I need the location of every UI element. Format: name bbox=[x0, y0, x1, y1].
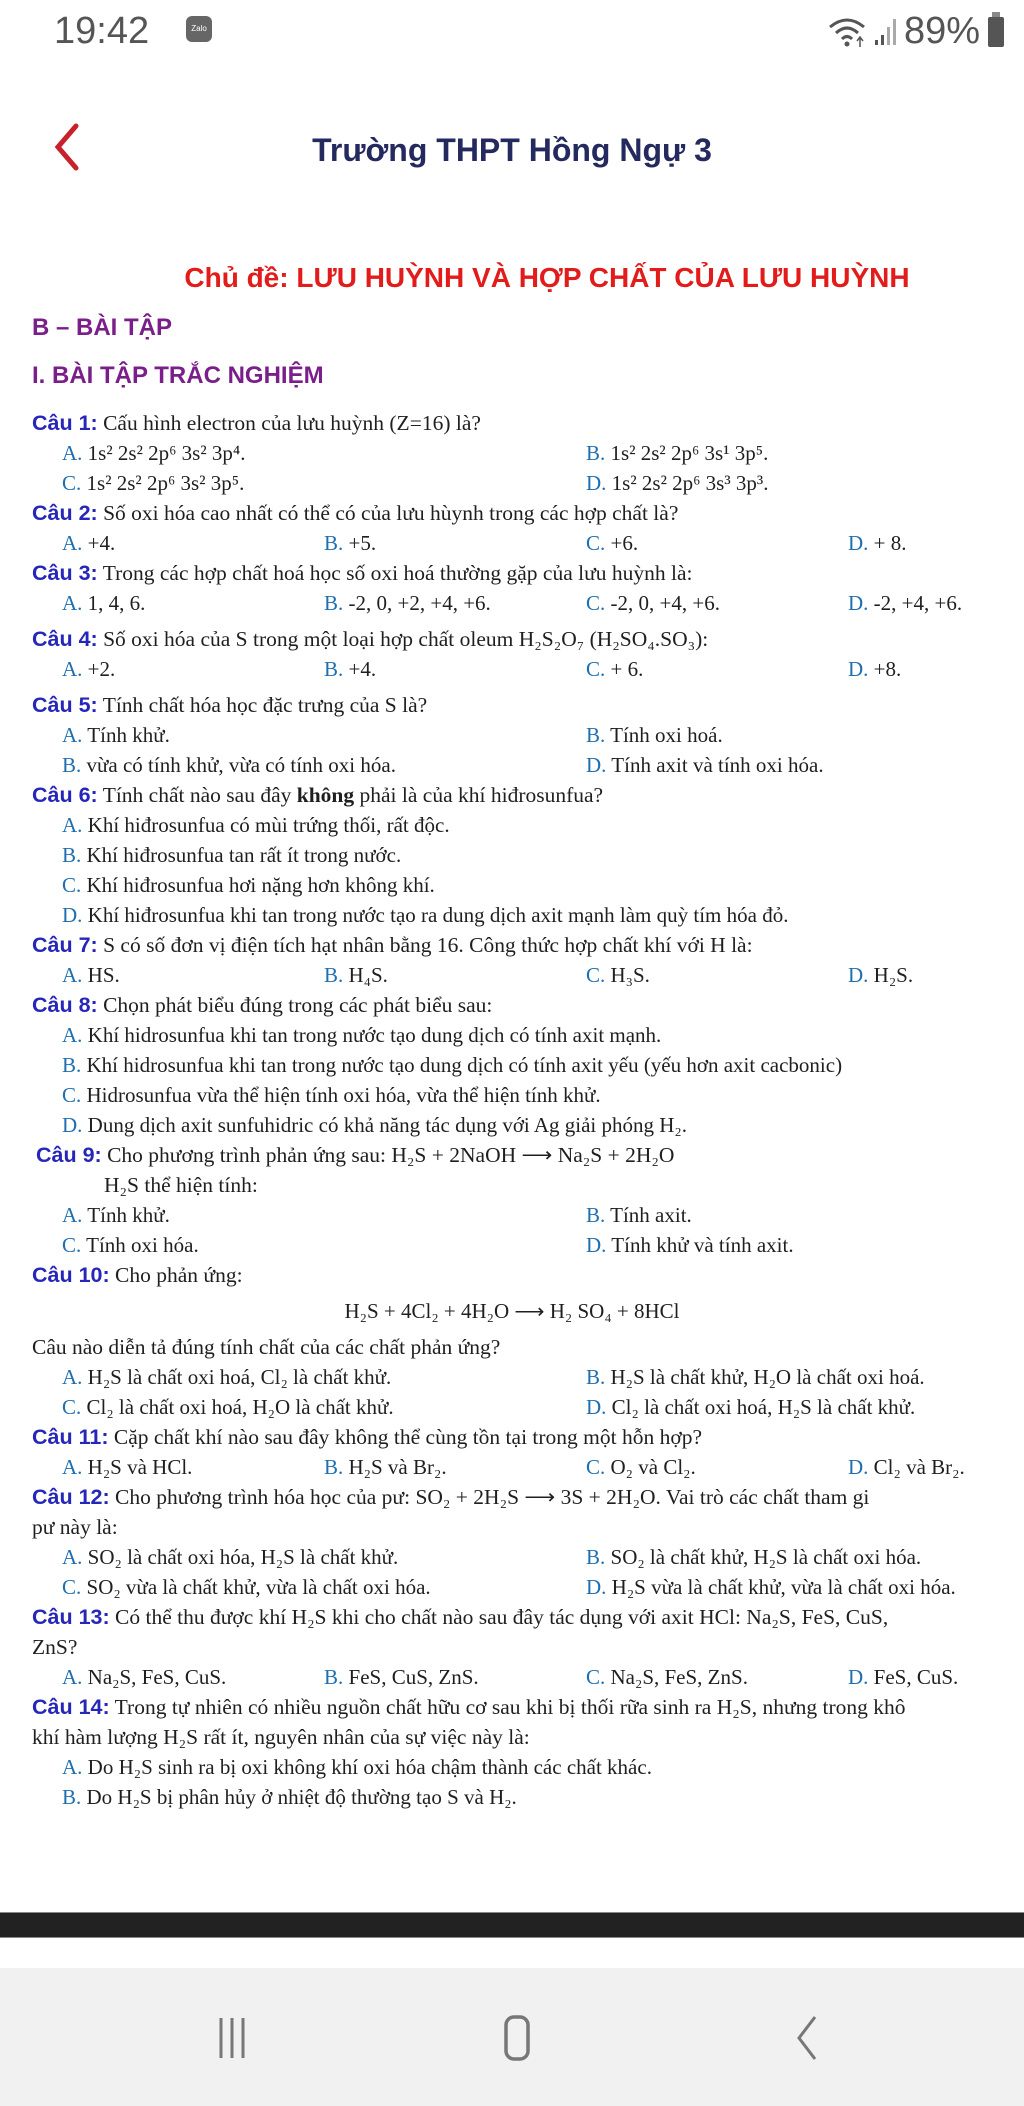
option-text: O₂ và Cl₂. bbox=[605, 1455, 696, 1479]
options-row bbox=[62, 810, 1024, 840]
answer-option[interactable] bbox=[62, 1230, 586, 1260]
option-key: C. bbox=[586, 1455, 606, 1479]
answer-option[interactable] bbox=[848, 588, 1024, 618]
option-text: Tính oxi hóa. bbox=[81, 1233, 199, 1257]
option-text: +4. bbox=[343, 657, 377, 681]
back-icon bbox=[791, 2014, 821, 2062]
question-3 bbox=[32, 558, 1024, 588]
option-text: + 8. bbox=[868, 531, 907, 555]
question-label: Câu 11: bbox=[32, 1425, 109, 1449]
option-text: Cl₂ là chất oxi hoá, H₂S là chất khử. bbox=[606, 1395, 916, 1419]
question-label: Câu 7: bbox=[32, 933, 98, 957]
option-key: A. bbox=[62, 591, 83, 615]
question-label: Câu 13: bbox=[32, 1605, 110, 1629]
answer-option[interactable] bbox=[62, 900, 1002, 930]
answer-option[interactable] bbox=[62, 1110, 1002, 1140]
option-key: A. bbox=[62, 657, 83, 681]
answer-option[interactable] bbox=[586, 750, 1024, 780]
options-row bbox=[62, 588, 1024, 618]
options-row bbox=[62, 1572, 1024, 1602]
option-key: D. bbox=[848, 531, 869, 555]
question-2 bbox=[32, 498, 1024, 528]
option-key: A. bbox=[62, 441, 83, 465]
option-text: Tính khử và tính axit. bbox=[606, 1233, 794, 1257]
question-12 bbox=[32, 1482, 1024, 1512]
options-row bbox=[62, 1200, 1024, 1230]
options-row bbox=[62, 1662, 1024, 1692]
option-text: + 6. bbox=[605, 657, 644, 681]
option-key: D. bbox=[62, 903, 83, 927]
question-subtext: H₂S thể hiện tính: bbox=[104, 1173, 258, 1197]
option-key: B. bbox=[62, 1785, 82, 1809]
option-text: HS. bbox=[82, 963, 120, 987]
page-title: Trường THPT Hồng Ngự 3 bbox=[312, 132, 712, 168]
zalo-notification-icon: Zalo bbox=[186, 16, 212, 42]
question-subtext: pư này là: bbox=[32, 1515, 118, 1539]
option-text: 1, 4, 6. bbox=[82, 591, 146, 615]
answer-option[interactable] bbox=[62, 1020, 1002, 1050]
options-row bbox=[62, 960, 1024, 990]
answer-option[interactable] bbox=[62, 1050, 1002, 1080]
wifi-icon bbox=[827, 15, 867, 49]
option-text: FeS, CuS, ZnS. bbox=[343, 1665, 479, 1689]
question-4 bbox=[32, 624, 1024, 654]
answer-option[interactable] bbox=[586, 1200, 1024, 1230]
option-key: C. bbox=[62, 1083, 82, 1107]
option-key: B. bbox=[324, 1455, 344, 1479]
question-label: Câu 6: bbox=[32, 783, 98, 807]
option-key: C. bbox=[62, 471, 82, 495]
option-key: B. bbox=[324, 963, 344, 987]
option-key: C. bbox=[62, 873, 82, 897]
answer-option[interactable] bbox=[586, 654, 848, 684]
answer-option[interactable] bbox=[586, 1572, 1024, 1602]
option-text: Hidrosunfua vừa thể hiện tính oxi hóa, vừa thể hiện tính khử. bbox=[81, 1083, 601, 1107]
answer-option[interactable] bbox=[586, 1362, 1024, 1392]
option-text: -2, 0, +2, +4, +6. bbox=[343, 591, 491, 615]
answer-option[interactable] bbox=[848, 1662, 1024, 1692]
options-row bbox=[62, 438, 1024, 468]
answer-option[interactable] bbox=[62, 654, 324, 684]
recents-button[interactable] bbox=[202, 2010, 262, 2066]
question-label: Câu 10: bbox=[32, 1263, 110, 1287]
option-text: +6. bbox=[605, 531, 639, 555]
answer-option[interactable] bbox=[586, 588, 848, 618]
options-row bbox=[62, 528, 1024, 558]
option-text: 1s² 2s² 2p⁶ 3s² 3p⁵. bbox=[81, 471, 245, 495]
question-text: Cho phương trình phản ứng sau: H₂S + 2NaOH ⟶ Na₂S + 2H₂O bbox=[101, 1143, 675, 1167]
options-row bbox=[62, 1230, 1024, 1260]
option-text: +4. bbox=[82, 531, 116, 555]
options-row bbox=[62, 468, 1024, 498]
option-text: Khí hiđrosunfua khi tan trong nước tạo ra dung dịch axit mạnh làm quỳ tím hóa đỏ. bbox=[82, 903, 789, 927]
option-key: D. bbox=[848, 657, 869, 681]
question-text: Tính chất nào sau đây bbox=[97, 783, 297, 807]
question-1 bbox=[32, 408, 1024, 438]
option-key: A. bbox=[62, 813, 83, 837]
question-6 bbox=[32, 780, 1024, 810]
question-label: Câu 8: bbox=[32, 993, 98, 1017]
question-14 bbox=[32, 1692, 1024, 1722]
home-icon bbox=[503, 2014, 533, 2062]
option-text: H₂S. bbox=[868, 963, 914, 987]
option-text: Cl₂ là chất oxi hoá, H₂O là chất khử. bbox=[81, 1395, 394, 1419]
option-text: -2, 0, +4, +6. bbox=[605, 591, 720, 615]
option-text: 1s² 2s² 2p⁶ 3s¹ 3p⁵. bbox=[605, 441, 769, 465]
option-key: C. bbox=[586, 963, 606, 987]
answer-option[interactable] bbox=[848, 654, 1024, 684]
option-text: Khí hiđrosunfua hơi nặng hơn không khí. bbox=[81, 873, 435, 897]
question-label: Câu 2: bbox=[32, 501, 98, 525]
question-8 bbox=[32, 990, 1024, 1020]
answer-option[interactable] bbox=[62, 1452, 324, 1482]
question-text: Trong các hợp chất hoá học số oxi hoá thường gặp của lưu huỳnh là: bbox=[97, 561, 693, 585]
section-heading-b: B – BÀI TẬP bbox=[32, 314, 173, 341]
answer-option[interactable] bbox=[586, 720, 1024, 750]
answer-option[interactable] bbox=[586, 468, 1024, 498]
option-text: Do H₂S bị phân hủy ở nhiệt độ thường tạo S và H₂. bbox=[81, 1785, 517, 1809]
answer-option[interactable] bbox=[324, 1662, 586, 1692]
option-text: Khí hiđrosunfua có mùi trứng thối, rất độc. bbox=[82, 813, 450, 837]
answer-option[interactable] bbox=[62, 1662, 324, 1692]
answer-option[interactable] bbox=[324, 1452, 586, 1482]
option-text: FeS, CuS. bbox=[868, 1665, 959, 1689]
answer-option[interactable] bbox=[586, 1230, 1024, 1260]
answer-option[interactable] bbox=[62, 1752, 1002, 1782]
question-label: Câu 9: bbox=[36, 1143, 102, 1167]
answer-option[interactable] bbox=[62, 1572, 586, 1602]
option-text: Tính axit và tính oxi hóa. bbox=[606, 753, 824, 777]
question-subtext: ZnS? bbox=[32, 1635, 78, 1659]
options-row bbox=[62, 1020, 1024, 1050]
option-text: 1s² 2s² 2p⁶ 3s² 3p⁴. bbox=[82, 441, 246, 465]
question-13 bbox=[32, 1602, 1024, 1632]
answer-option[interactable] bbox=[62, 1080, 1002, 1110]
options-row bbox=[62, 1782, 1024, 1812]
answer-option[interactable] bbox=[586, 1542, 1024, 1572]
option-text: +8. bbox=[868, 657, 902, 681]
options-row bbox=[62, 1050, 1024, 1080]
option-key: B. bbox=[586, 441, 606, 465]
answer-option[interactable] bbox=[62, 438, 586, 468]
option-key: D. bbox=[586, 471, 607, 495]
question-text: Cặp chất khí nào sau đây không thể cùng tồn tại trong một hỗn hợp? bbox=[108, 1425, 703, 1449]
option-key: D. bbox=[848, 591, 869, 615]
status-time: 19:42 bbox=[54, 10, 150, 52]
answer-option[interactable] bbox=[62, 1782, 1002, 1812]
question-label: Câu 4: bbox=[32, 627, 98, 651]
option-text: +5. bbox=[343, 531, 377, 555]
option-key: C. bbox=[62, 1233, 82, 1257]
battery-percent: 89% bbox=[903, 10, 980, 52]
option-key: C. bbox=[586, 657, 606, 681]
option-text: Dung dịch axit sunfuhidric có khả năng tác dụng với Ag giải phóng H₂. bbox=[82, 1113, 687, 1137]
topic-heading: Chủ đề: LƯU HUỲNH VÀ HỢP CHẤT CỦA LƯU HUỲNH bbox=[184, 262, 910, 293]
question-label: Câu 14: bbox=[32, 1695, 110, 1719]
option-text: H₄S. bbox=[343, 963, 388, 987]
emphasis-text: không bbox=[296, 783, 355, 807]
answer-option[interactable] bbox=[848, 1452, 1024, 1482]
option-key: B. bbox=[62, 843, 82, 867]
option-text: SO₂ vừa là chất khử, vừa là chất oxi hóa. bbox=[81, 1575, 431, 1599]
divider-bar bbox=[0, 1912, 1024, 1938]
question-text: Có thể thu được khí H₂S khi cho chất nào sau đây tác dụng với axit HCl: Na₂S, FeS, CuS, bbox=[109, 1605, 889, 1629]
option-key: A. bbox=[62, 1665, 83, 1689]
question-9 bbox=[36, 1140, 1024, 1170]
question-10 bbox=[32, 1260, 1024, 1290]
question-text: Chọn phát biểu đúng trong các phát biểu sau: bbox=[97, 993, 493, 1017]
option-key: B. bbox=[324, 591, 344, 615]
option-text: H₃S. bbox=[605, 963, 650, 987]
document-content[interactable] bbox=[0, 262, 1024, 1822]
options-row bbox=[62, 840, 1024, 870]
answer-option[interactable] bbox=[62, 1200, 586, 1230]
options-row bbox=[62, 1110, 1024, 1140]
question-label: Câu 12: bbox=[32, 1485, 110, 1509]
option-key: B. bbox=[324, 531, 344, 555]
home-button[interactable] bbox=[488, 2010, 548, 2066]
option-key: C. bbox=[586, 591, 606, 615]
option-key: A. bbox=[62, 1203, 83, 1227]
option-key: D. bbox=[848, 1665, 869, 1689]
question-label: Câu 3: bbox=[32, 561, 98, 585]
option-key: D. bbox=[62, 1113, 83, 1137]
option-text: Do H₂S sinh ra bị oxi không khí oxi hóa chậm thành các chất khác. bbox=[82, 1755, 652, 1779]
question-5 bbox=[32, 690, 1024, 720]
options-row bbox=[62, 900, 1024, 930]
recents-icon bbox=[217, 2015, 247, 2061]
option-key: A. bbox=[62, 1755, 83, 1779]
option-key: A. bbox=[62, 1545, 83, 1569]
answer-option[interactable] bbox=[62, 720, 586, 750]
option-text: -2, +4, +6. bbox=[868, 591, 963, 615]
option-key: D. bbox=[586, 1395, 607, 1419]
question-text: Tính chất hóa học đặc trưng của S là? bbox=[97, 693, 428, 717]
answer-option[interactable] bbox=[62, 588, 324, 618]
question-list bbox=[0, 408, 1024, 1812]
question-label: Câu 5: bbox=[32, 693, 98, 717]
navigation-bar bbox=[0, 1968, 1024, 2106]
option-key: A. bbox=[62, 963, 83, 987]
options-row bbox=[62, 750, 1024, 780]
options-row bbox=[62, 654, 1024, 684]
answer-option[interactable] bbox=[848, 528, 1024, 558]
option-text: Na₂S, FeS, ZnS. bbox=[605, 1665, 748, 1689]
answer-option[interactable] bbox=[586, 438, 1024, 468]
question-text: Số oxi hóa cao nhất có thể có của lưu hùynh trong các hợp chất là? bbox=[97, 501, 679, 525]
answer-option[interactable] bbox=[62, 1542, 586, 1572]
question-7 bbox=[32, 930, 1024, 960]
option-text: Tính oxi hoá. bbox=[605, 723, 723, 747]
battery-icon bbox=[988, 17, 1004, 47]
option-text: Cl₂ và Br₂. bbox=[868, 1455, 965, 1479]
answer-option[interactable] bbox=[62, 960, 324, 990]
answer-option[interactable] bbox=[586, 1392, 1024, 1422]
signal-icon bbox=[875, 19, 896, 45]
option-text: H₂S và HCl. bbox=[82, 1455, 193, 1479]
answer-option[interactable] bbox=[62, 750, 586, 780]
options-row bbox=[62, 1752, 1024, 1782]
answer-option[interactable] bbox=[848, 960, 1024, 990]
answer-option[interactable] bbox=[62, 810, 1002, 840]
option-key: A. bbox=[62, 531, 83, 555]
option-key: C. bbox=[586, 531, 606, 555]
question-text: Cho phản ứng: bbox=[109, 1263, 243, 1287]
option-key: B. bbox=[586, 1365, 606, 1389]
option-key: C. bbox=[62, 1395, 82, 1419]
option-key: C. bbox=[62, 1575, 82, 1599]
options-row bbox=[62, 1362, 1024, 1392]
app-header bbox=[0, 110, 1024, 190]
option-key: C. bbox=[586, 1665, 606, 1689]
option-text: H₂S là chất oxi hoá, Cl₂ là chất khử. bbox=[82, 1365, 392, 1389]
answer-option[interactable] bbox=[324, 588, 586, 618]
question-text: Số oxi hóa của S trong một loại hợp chất oleum H₂S₂O₇ (H₂SO₄.SO₃): bbox=[97, 627, 709, 651]
option-text: SO₂ là chất khử, H₂S là chất oxi hóa. bbox=[605, 1545, 922, 1569]
option-text: Khí hidrosunfua khi tan trong nước tạo dung dịch có tính axit yếu (yếu hơn axit cacbonic) bbox=[81, 1053, 843, 1077]
options-row bbox=[62, 870, 1024, 900]
option-key: A. bbox=[62, 1455, 83, 1479]
answer-option[interactable] bbox=[324, 654, 586, 684]
option-key: B. bbox=[324, 657, 344, 681]
option-key: B. bbox=[586, 1203, 606, 1227]
answer-option[interactable] bbox=[324, 528, 586, 558]
answer-option[interactable] bbox=[62, 1392, 586, 1422]
option-text: H₂S vừa là chất khử, vừa là chất oxi hóa. bbox=[606, 1575, 956, 1599]
section-heading-i: I. BÀI TẬP TRẮC NGHIỆM bbox=[32, 362, 324, 389]
option-key: A. bbox=[62, 1365, 83, 1389]
back-button[interactable] bbox=[776, 2010, 836, 2066]
question-subtext: Câu nào diễn tả đúng tính chất của các chất phản ứng? bbox=[32, 1335, 501, 1359]
answer-option[interactable] bbox=[62, 468, 586, 498]
answer-option[interactable] bbox=[324, 960, 586, 990]
answer-option[interactable] bbox=[62, 1362, 586, 1392]
option-text: Tính khử. bbox=[82, 1203, 170, 1227]
question-text: phải là của khí hiđrosunfua? bbox=[354, 783, 604, 807]
option-text: +2. bbox=[82, 657, 116, 681]
option-text: SO₂ là chất oxi hóa, H₂S là chất khử. bbox=[82, 1545, 399, 1569]
option-key: D. bbox=[848, 963, 869, 987]
option-key: B. bbox=[324, 1665, 344, 1689]
answer-option[interactable] bbox=[586, 1662, 848, 1692]
question-text: Trong tự nhiên có nhiều nguồn chất hữu cơ sau khi bị thối rữa sinh ra H₂S, nhưng trong khô bbox=[109, 1695, 906, 1719]
option-key: B. bbox=[586, 1545, 606, 1569]
option-text: Tính axit. bbox=[605, 1203, 692, 1227]
question-text: Cho phương trình hóa học của pư: SO₂ + 2H₂S ⟶ 3S + 2H₂O. Vai trò các chất tham gi bbox=[109, 1485, 870, 1509]
option-key: D. bbox=[586, 1233, 607, 1257]
option-text: Tính khử. bbox=[82, 723, 170, 747]
question-label: Câu 1: bbox=[32, 411, 98, 435]
answer-option[interactable] bbox=[586, 1452, 848, 1482]
option-text: Na₂S, FeS, CuS. bbox=[82, 1665, 227, 1689]
option-text: 1s² 2s² 2p⁶ 3s³ 3p³. bbox=[606, 471, 769, 495]
option-key: D. bbox=[848, 1455, 869, 1479]
question-subtext: khí hàm lượng H₂S rất ít, nguyên nhân của sự việc này là: bbox=[32, 1725, 530, 1749]
option-text: vừa có tính khử, vừa có tính oxi hóa. bbox=[81, 753, 396, 777]
reaction-equation: H₂S + 4Cl₂ + 4H₂O ⟶ H₂ SO₄ + 8HCl bbox=[344, 1299, 680, 1323]
option-key: B. bbox=[62, 1053, 82, 1077]
option-key: A. bbox=[62, 723, 83, 747]
option-text: H₂S và Br₂. bbox=[343, 1455, 447, 1479]
answer-option[interactable] bbox=[586, 528, 848, 558]
option-key: B. bbox=[586, 723, 606, 747]
option-text: Khí hiđrosunfua tan rất ít trong nước. bbox=[81, 843, 402, 867]
options-row bbox=[62, 1452, 1024, 1482]
question-text: S có số đơn vị điện tích hạt nhân bằng 16. Công thức hợp chất khí với H là: bbox=[97, 933, 753, 957]
options-row bbox=[62, 1080, 1024, 1110]
option-key: D. bbox=[586, 753, 607, 777]
answer-option[interactable] bbox=[586, 960, 848, 990]
options-row bbox=[62, 720, 1024, 750]
question-text: Cấu hình electron của lưu huỳnh (Z=16) là? bbox=[97, 411, 481, 435]
options-row bbox=[62, 1542, 1024, 1572]
option-text: H₂S là chất khử, H₂O là chất oxi hoá. bbox=[605, 1365, 925, 1389]
answer-option[interactable] bbox=[62, 870, 1002, 900]
option-key: D. bbox=[586, 1575, 607, 1599]
options-row bbox=[62, 1392, 1024, 1422]
answer-option[interactable] bbox=[62, 528, 324, 558]
option-text: Khí hidrosunfua khi tan trong nước tạo dung dịch có tính axit mạnh. bbox=[82, 1023, 662, 1047]
answer-option[interactable] bbox=[62, 840, 1002, 870]
question-11 bbox=[32, 1422, 1024, 1452]
option-key: B. bbox=[62, 753, 82, 777]
status-bar bbox=[0, 0, 1024, 70]
option-key: A. bbox=[62, 1023, 83, 1047]
